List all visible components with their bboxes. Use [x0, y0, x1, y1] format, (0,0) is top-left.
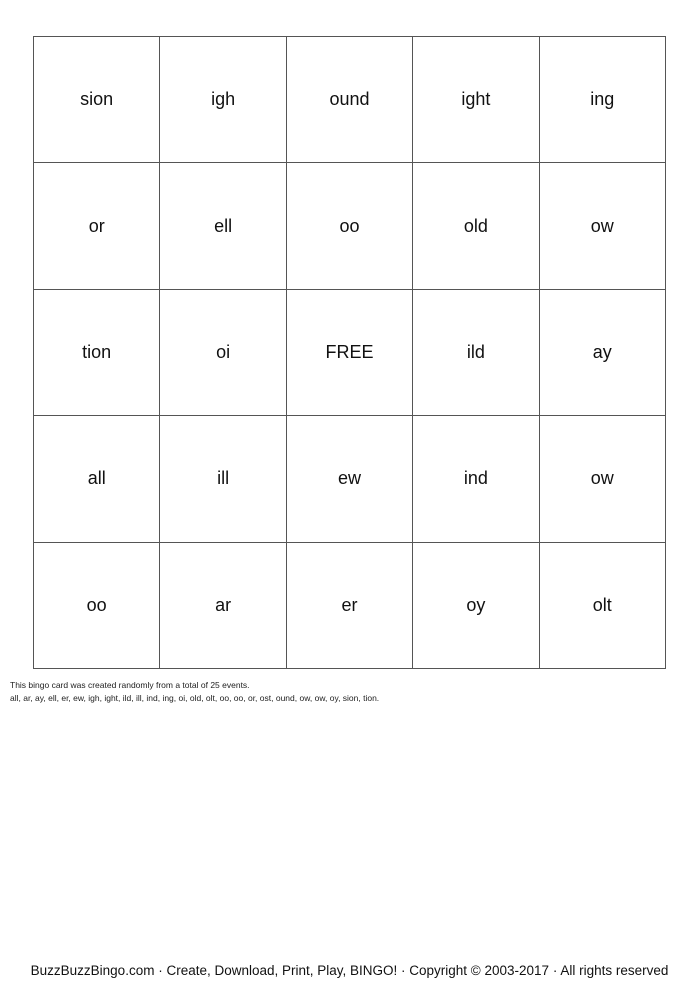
bingo-cell: all	[34, 416, 160, 542]
bingo-cell: ild	[413, 290, 539, 416]
bingo-free-cell: FREE	[287, 290, 413, 416]
bingo-cell: oo	[34, 543, 160, 669]
bingo-cell: old	[413, 163, 539, 289]
bingo-cell: olt	[540, 543, 666, 669]
bingo-cell: sion	[34, 37, 160, 163]
bingo-cell: ew	[287, 416, 413, 542]
bingo-cell: ind	[413, 416, 539, 542]
bingo-cell: ight	[413, 37, 539, 163]
bingo-cell: oy	[413, 543, 539, 669]
events-list: all, ar, ay, ell, er, ew, igh, ight, ild, ill, ind, ing, oi, old, olt, oo, oo, or, ost, ound, ow, ow, oy, sion, tion.	[10, 693, 380, 703]
bingo-cell: oi	[160, 290, 286, 416]
bingo-cell: ow	[540, 416, 666, 542]
bingo-cell: ing	[540, 37, 666, 163]
bingo-cell: ill	[160, 416, 286, 542]
bingo-cell: er	[287, 543, 413, 669]
generation-note: This bingo card was created randomly from a total of 25 events.	[10, 680, 250, 690]
bingo-cell: ow	[540, 163, 666, 289]
bingo-cell: tion	[34, 290, 160, 416]
bingo-card-grid	[33, 36, 666, 669]
footer-copyright: BuzzBuzzBingo.com · Create, Download, Print, Play, BINGO! · Copyright © 2003-2017 · All rights reserved	[30, 963, 669, 978]
bingo-cell: oo	[287, 163, 413, 289]
bingo-cell: ay	[540, 290, 666, 416]
bingo-cell: igh	[160, 37, 286, 163]
bingo-cell: or	[34, 163, 160, 289]
bingo-cell: ar	[160, 543, 286, 669]
bingo-cell: ell	[160, 163, 286, 289]
bingo-cell: ound	[287, 37, 413, 163]
